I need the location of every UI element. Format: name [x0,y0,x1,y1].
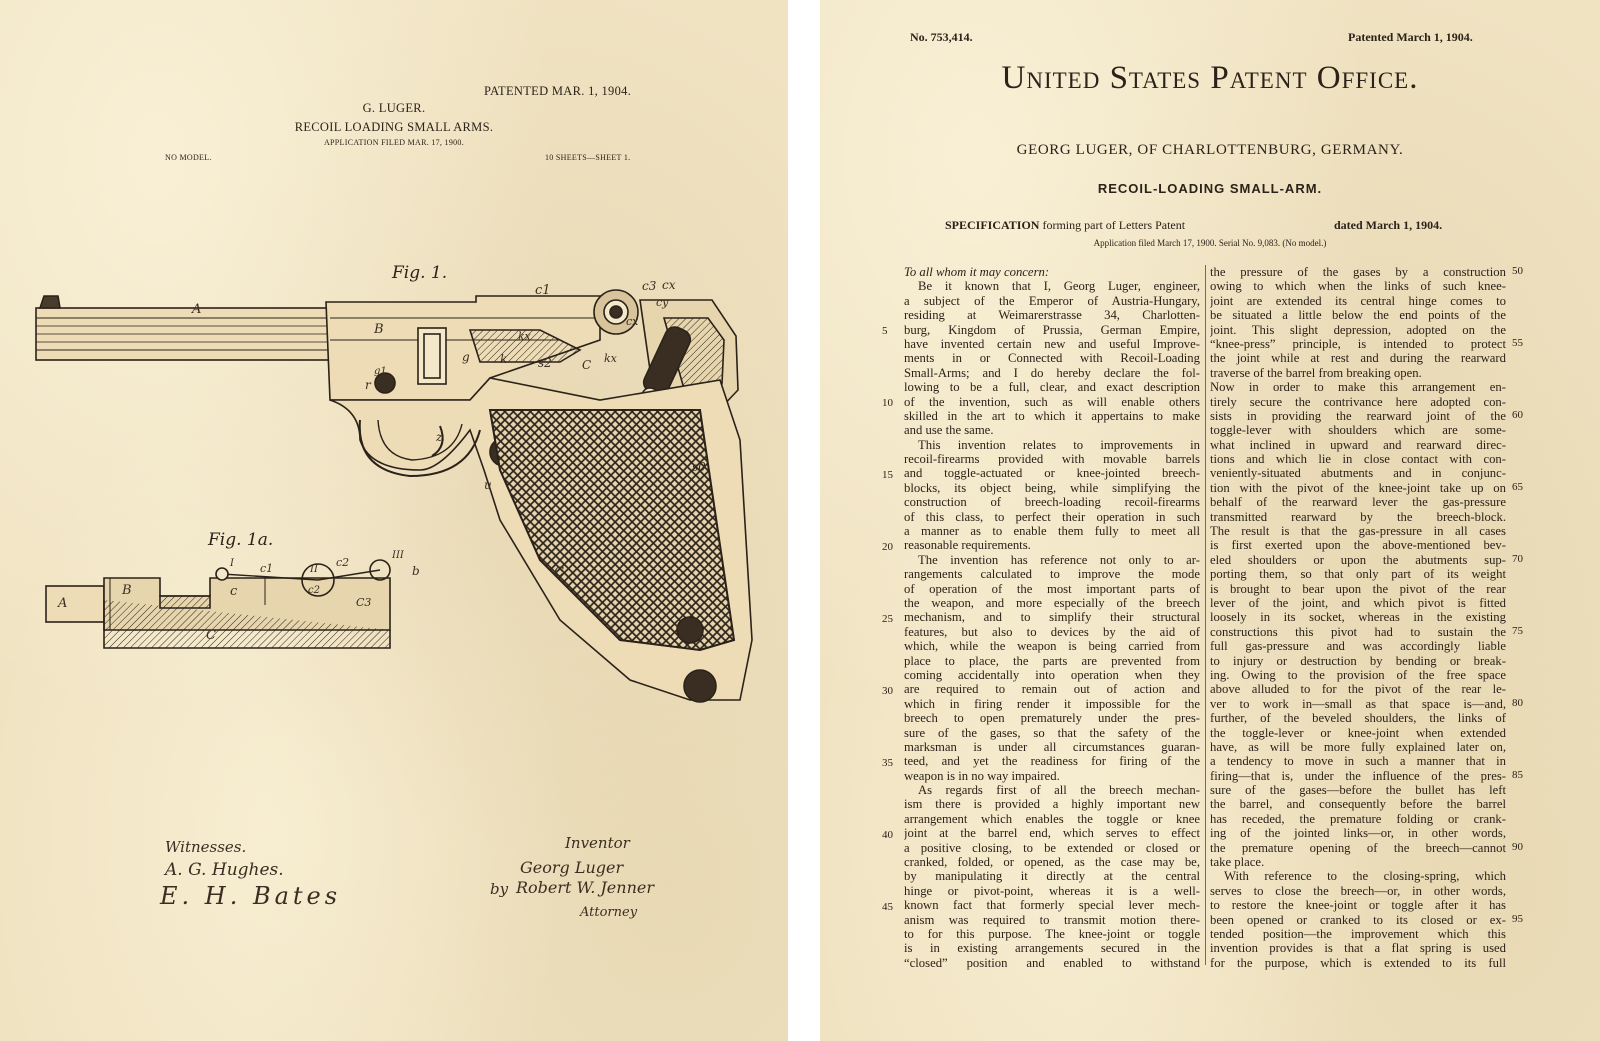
text-line: marksman is under all circumstances guaran- [904,739,1200,754]
part-label: s0 [692,460,706,474]
witness-signature-1: A. G. Hughes. [165,860,284,880]
text-line: lowing to be a full, clear, and exact description [904,380,1200,395]
part-label: c3 [642,279,657,293]
text-line: skilled in the art to which it appertains to make [904,408,1200,423]
line-number: 80 [1512,697,1523,709]
text-line: to restore the knee-joint or toggle after it has [1210,898,1506,913]
text-line: joint are extended its central hinge comes to [1210,293,1506,308]
witnesses-label: Witnesses. [165,838,247,856]
part-label: A [192,302,202,317]
barrel [36,296,336,360]
text-line: arrangement which enables the toggle or knee [904,811,1200,826]
part-label: cy [656,296,669,309]
by-label: by [490,880,509,898]
text-line: sure of the gases—before the bullet has left [1210,783,1506,798]
text-line: invention provides is that a flat spring is used [1210,941,1506,956]
line-number: 75 [1512,625,1523,637]
inventor-signature: Georg Luger [520,858,624,877]
part-label: d [652,370,661,385]
part-label: c1 [260,562,274,575]
part-label: c1 [535,283,551,298]
text-line: which in firing render it impossible for the [904,696,1200,711]
text-line: the weapon, and more especially of the breech [904,595,1200,610]
sheet-count: 10 SHEETS—SHEET 1. [545,153,631,162]
drawing-sheet [0,0,788,1041]
text-line: is brought to bear upon the pivot of the rear [1210,581,1506,596]
text-line: anism was required to transmit motion there- [904,912,1200,927]
specification-rest: forming part of Letters Patent [1039,218,1186,232]
text-line: the barrel, and consequently before the barrel [1210,797,1506,812]
part-label: k [500,352,508,366]
part-label: kx [518,330,531,343]
text-line: reasonable requirements. [904,538,1031,553]
text-line: tirely secure the contrivance here adopted con- [1210,394,1506,409]
drawing-title: RECOIL LOADING SMALL ARMS. [294,120,494,134]
text-line: been opened or cranked to its closed or ex- [1210,912,1506,927]
model-note: NO MODEL. [165,153,212,162]
text-line: blocks, its object being, while simplifying the [904,480,1200,495]
line-number: 55 [1512,337,1523,349]
text-line: burg, Kingdom of Prussia, German Empire, [904,322,1200,337]
part-label: g1 [374,366,387,377]
part-label: kx [604,352,617,365]
text-line: transmitted rearward by the breech-block. [1210,509,1506,524]
part-label: c2 [336,556,350,569]
part-label: r [365,378,371,392]
part-label: u [484,478,492,492]
text-line: the joint while at rest and during the rearward [1210,351,1506,366]
text-line: above alluded to for the pivot of the rear le- [1210,682,1506,697]
text-line: have, as will be more fully explained later on, [1210,739,1506,754]
text-line: coming accidentally into operation when they [904,667,1200,682]
text-line: ism there is provided a highly important new [904,797,1200,812]
line-number: 95 [1512,913,1523,925]
text-line: residing at Weimarerstrasse 34, Charlotten- [904,308,1200,323]
fig1a-label: Fig. 1a. [208,530,274,550]
text-line: and use the same. [904,423,994,438]
text-line: breech to open prematurely under the pres- [904,711,1200,726]
text-line: To all whom it may concern: [904,265,1050,279]
office-heading: United States Patent Office. [1001,60,1419,96]
text-line: This invention relates to improvements in [918,437,1200,452]
part-label: B [122,583,132,598]
text-line: owing to which when the links of such knee- [1210,279,1506,294]
text-line: The invention has reference not only to ar- [918,552,1200,567]
part-label: g [462,350,470,364]
text-line: construction of breech-loading recoil-firearms [904,495,1200,510]
pistol-drawing [0,0,788,1041]
text-line: loosely in its socket, whereas in the existing [1210,610,1506,625]
part-label: C3 [356,596,372,609]
drawing-inventor: G. LUGER. [362,101,426,115]
text-line: behalf of the rearward lever the gas-pressure [1210,495,1506,510]
part-label: C [206,628,216,643]
line-number: 90 [1512,841,1523,853]
text-line: weapon is in no way impaired. [904,768,1060,783]
patented-date: PATENTED MAR. 1, 1904. [484,84,632,98]
text-line: Small-Arms; and I do hereby declare the fol- [904,365,1200,380]
text-line: be situated a little below the end points of the [1210,308,1506,323]
text-line: rangements calculated to improve the mode [904,567,1200,582]
line-number: 35 [882,757,893,769]
text-line: joint. This slight depression, adopted on the [1210,322,1506,337]
text-line: which, while the weapon is being carried from [904,639,1200,654]
line-number: 5 [882,325,888,337]
text-line: and toggle-actuated or knee-jointed breech- [904,466,1200,481]
fig1-label: Fig. 1. [392,263,448,283]
text-line: The result is that the gas-pressure in all cases [1210,524,1506,539]
text-line: eled shoulders or upon the abutments sup- [1210,552,1506,567]
text-line: lever of the joint, and which pivot is fitted [1210,595,1506,610]
text-line: is first exerted upon the above-mentioned bev- [1210,538,1506,553]
text-line: ing. Owing to the provision of the free space [1210,667,1506,682]
part-label: b [412,564,420,578]
part-label: I [230,558,234,569]
line-number: 20 [882,541,893,553]
text-line: for the purpose, which is extended to its full [1210,955,1506,970]
part-label: cx [626,315,639,328]
line-number: 15 [882,469,893,481]
text-line: to injury or destruction by bending or break- [1210,653,1506,668]
text-line: ver to work in—small as that space is—and, [1210,696,1506,711]
part-label: s2 [538,356,552,370]
text-line: a positive closing, to be extended or closed or [904,840,1200,855]
text-column-left [904,265,1200,970]
text-line: is in existing arrangements secured in the [904,941,1200,956]
line-number: 65 [1512,481,1523,493]
text-line: sists in providing the rearward joint of the [1210,408,1506,423]
part-label: c [230,584,238,599]
text-line: of the invention, such as will enable others [904,394,1200,409]
text-line: porting them, so that only part of its weight [1210,567,1506,582]
part-label: II [310,564,318,575]
text-line: of this class, to perfect their operation in such [904,509,1200,524]
part-label: C [554,565,564,580]
text-line: hinge or pivot-point, whereas it is a well- [904,883,1200,898]
text-line: serves to close the breech—or, in other words, [1210,883,1506,898]
inventor-line: GEORG LUGER, OF CHARLOTTENBURG, GERMANY. [1016,142,1404,158]
text-line: cranked, folded, or opened, as the case may be, [904,855,1200,870]
text-line: teed, and yet the readiness for firing of the [904,754,1200,769]
part-label: B [374,322,384,337]
text-line: firing—that is, under the influence of the pres- [1210,768,1506,783]
text-line: by manipulating it directly at the central [904,869,1200,884]
column-divider [1205,265,1206,965]
invention-subject: RECOIL-LOADING SMALL-ARM. [1097,181,1323,196]
application-filed: APPLICATION FILED MAR. 17, 1900. [323,138,465,147]
text-line: of operation of the most important parts of [904,581,1200,596]
text-line: “knee-press” principle, is intended to protect [1210,336,1506,351]
part-label: cx [662,278,676,292]
text-line: traverse of the barrel from breaking open. [1210,365,1422,380]
text-line: features, but also to devices by the aid of [904,624,1200,639]
text-line: ments in or Connected with Recoil-Loading [904,351,1200,366]
text-line: toggle-lever with shoulders which are some- [1210,423,1506,438]
line-number: 10 [882,397,893,409]
text-line: a tendency to move in such a manner that in [1210,754,1506,769]
part-label: c2 [308,585,320,596]
text-line: “closed” position and enabled to withstand [904,955,1200,970]
text-line: the premature opening of the breech—cannot [1210,840,1506,855]
line-number: 45 [882,901,893,913]
text-line: sure of the gases, so that the safety of the [904,725,1200,740]
line-number: 70 [1512,553,1523,565]
text-line: what inclined in upward and rearward direc- [1210,437,1506,452]
text-line: further, of the beveled shoulders, the links of [1210,711,1506,726]
text-line: tion with the pivot of the knee-joint take up on [1210,480,1506,495]
attorney-signature: Robert W. Jenner [516,878,654,897]
application-line: Application filed March 17, 1900. Serial No. 9,083. (No model.) [1093,238,1327,248]
text-line: mechanism, and to simplify their structural [904,610,1200,625]
line-number: 50 [1512,265,1523,277]
text-line: joint at the barrel end, which serves to effect [904,826,1200,841]
part-label: III [392,550,404,561]
text-line: place to place, the parts are prevented from [904,653,1200,668]
specification-dated: dated March 1, 1904. [1334,218,1443,232]
witness-signature-2: E. H. Bates [160,882,342,910]
text-line: are required to remain out of action and [904,682,1200,697]
line-number: 85 [1512,769,1523,781]
part-label: z [436,430,443,444]
line-number: 25 [882,613,893,625]
text-line: constructions this pivot had to sustain the [1210,624,1506,639]
line-number: 60 [1512,409,1523,421]
text-line: recoil-firearms provided with movable barrels [904,452,1200,467]
text-line: ing of the jointed links—or, in other words, [1210,826,1506,841]
text-line: the toggle-lever or knee-joint when extended [1210,725,1506,740]
text-line: tended position—the improvement which this [1210,926,1506,941]
text-line: full gas-pressure and was accordingly liable [1210,639,1506,654]
line-number: 30 [882,685,893,697]
text-line: to for this purpose. The knee-joint or toggle [904,926,1200,941]
line-number: 40 [882,829,893,841]
fig1a-schematic [46,560,390,648]
text-line: has receded, the premature folding or crank- [1210,811,1506,826]
text-line: the pressure of the gases by a construction [1210,265,1506,279]
specification-word: SPECIFICATION [945,218,1040,232]
text-line: As regards first of all the breech mechan- [918,783,1200,798]
part-label: C [582,358,592,372]
text-line: veniently-situated abutments and in conjunc- [1210,466,1506,481]
text-line: tions and which lie in close contact with con- [1210,452,1506,467]
text-line: known fact that formerly special lever mech- [904,898,1200,913]
text-line: Now in order to make this arrangement en- [1210,380,1506,395]
specification-sheet [820,0,1600,1041]
text-column-right [1210,265,1506,970]
inventor-label: Inventor [565,834,630,852]
text-line: Be it known that I, Georg Luger, engineer, [918,279,1200,294]
patent-number: No. 753,414. [910,30,973,44]
attorney-label: Attorney [580,905,638,920]
specification-line [945,218,1185,233]
text-line: take place. [1210,855,1265,870]
text-line: a subject of the Emperor of Austria-Hungary, [904,293,1200,308]
text-line: have invented certain new and useful Improve- [904,336,1200,351]
patent-date: Patented March 1, 1904. [1348,30,1473,44]
text-line: a manner as to enable them fully to meet all [904,524,1200,539]
text-line: With reference to the closing-spring, which [1224,869,1506,884]
part-label: A [58,596,68,611]
